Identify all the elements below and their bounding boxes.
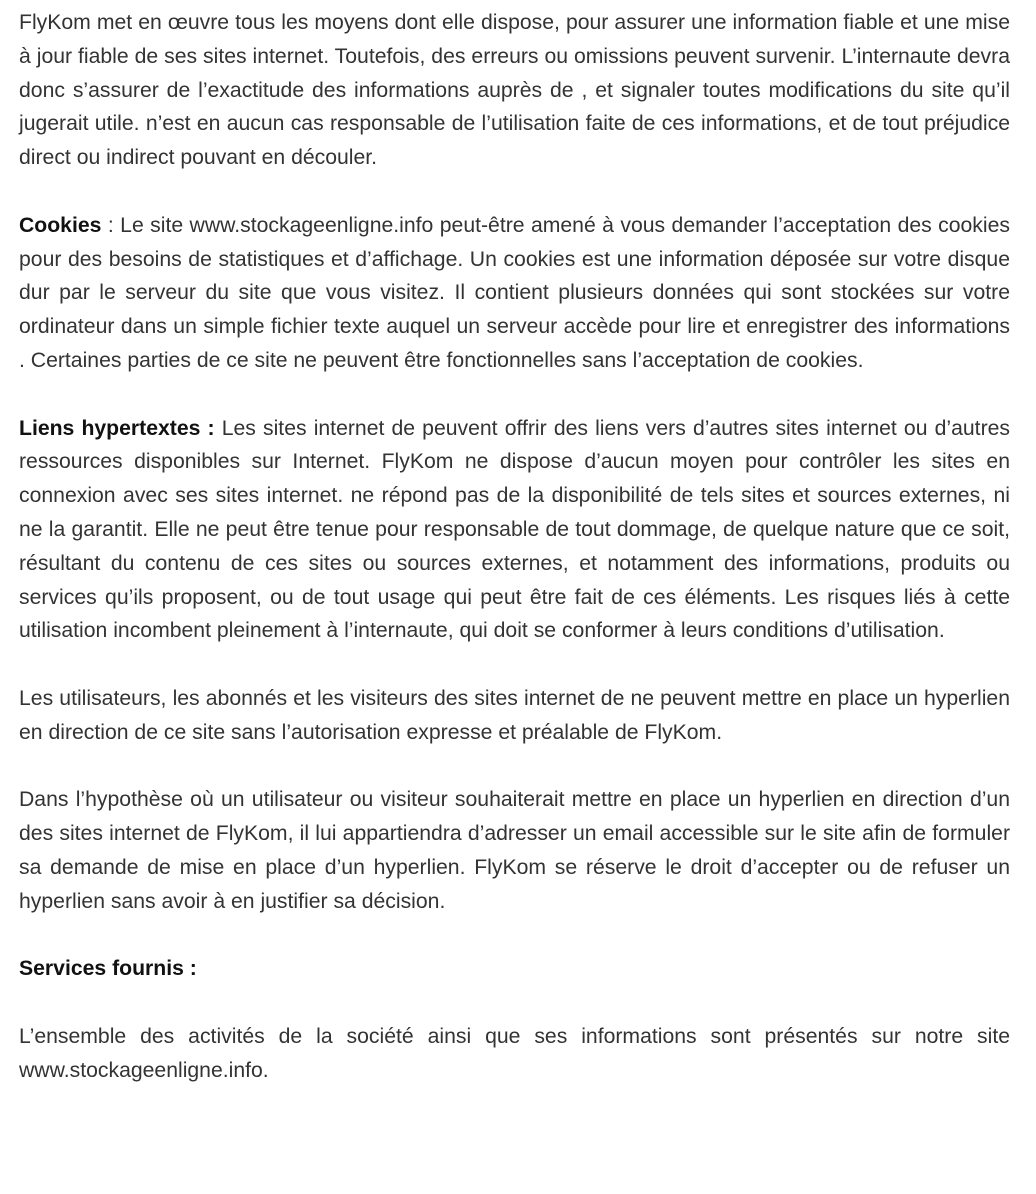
cookies-heading: Cookies <box>19 213 102 237</box>
hyperlinks-text: Les sites internet de peuvent offrir des liens vers d’autres sites internet ou d’autres ressources disponibles sur Internet. FlyKom ne dispose d’aucun moyen pour contrôler les sites en connexion avec ses sites internet. ne répond pas de la disponibilité de tels sites et sources externes, ni ne la garantit. Elle ne peut être tenue pour responsable de tout dommage, de quelque nature que ce soit, résultant du contenu de ces sites ou sources externes, et notamment des informations, produits ou services qu’ils proposent, ou de tout usage qui peut être fait de ces éléments. Les risques liés à cette utilisation incombent pleinement à l’internaute, qui doit se conformer à leurs conditions d’utilisation. <box>19 416 1010 643</box>
hyperlinks-heading: Liens hypertextes : <box>19 416 215 440</box>
cookies-paragraph <box>19 209 1010 378</box>
cookies-text: : Le site www.stockageenligne.info peut-être amené à vous demander l’acceptation des cookies pour des besoins de statistiques et d’affichage. Un cookies est une information déposée sur votre disque dur par le serveur du site que vous visitez. Il contient plusieurs données qui sont stockées sur votre ordinateur dans un simple fichier texte auquel un serveur accède pour lire et enregistrer des informations . Certaines parties de ce site ne peuvent être fonctionnelles sans l’acceptation de cookies. <box>19 213 1010 372</box>
hyperlink-restriction-paragraph: Les utilisateurs, les abonnés et les visiteurs des sites internet de ne peuvent mettre en place un hyperlien en direction de ce site sans l’autorisation expresse et préalable de FlyKom. <box>19 686 1010 744</box>
hyperlinks-paragraph <box>19 412 1010 649</box>
services-heading-paragraph <box>19 952 1010 986</box>
hyperlink-request-paragraph: Dans l’hypothèse où un utilisateur ou visiteur souhaiterait mettre en place un hyperlien en direction d’un des sites internet de FlyKom, il lui appartiendra d’adresser un email accessible sur le site afin de formuler sa demande de mise en place d’un hyperlien. FlyKom se réserve le droit d’accepter ou de refuser un hyperlien sans avoir à en justifier sa décision. <box>19 788 1010 913</box>
services-paragraph: L’ensemble des activités de la société ainsi que ses informations sont présentés sur notre site www.stockageenligne.info. <box>19 1024 1010 1082</box>
services-heading: Services fournis : <box>19 957 197 981</box>
reliability-paragraph: FlyKom met en œuvre tous les moyens dont elle dispose, pour assurer une information fiable et une mise à jour fiable de ses sites internet. Toutefois, des erreurs ou omissions peuvent survenir. L’internaute devra donc s’assurer de l’exactitude des informations auprès de , et signaler toutes modifications du site qu’il jugerait utile. n’est en aucun cas responsable de l’utilisation faite de ces informations, et de tout préjudice direct ou indirect pouvant en découler. <box>19 11 1010 170</box>
